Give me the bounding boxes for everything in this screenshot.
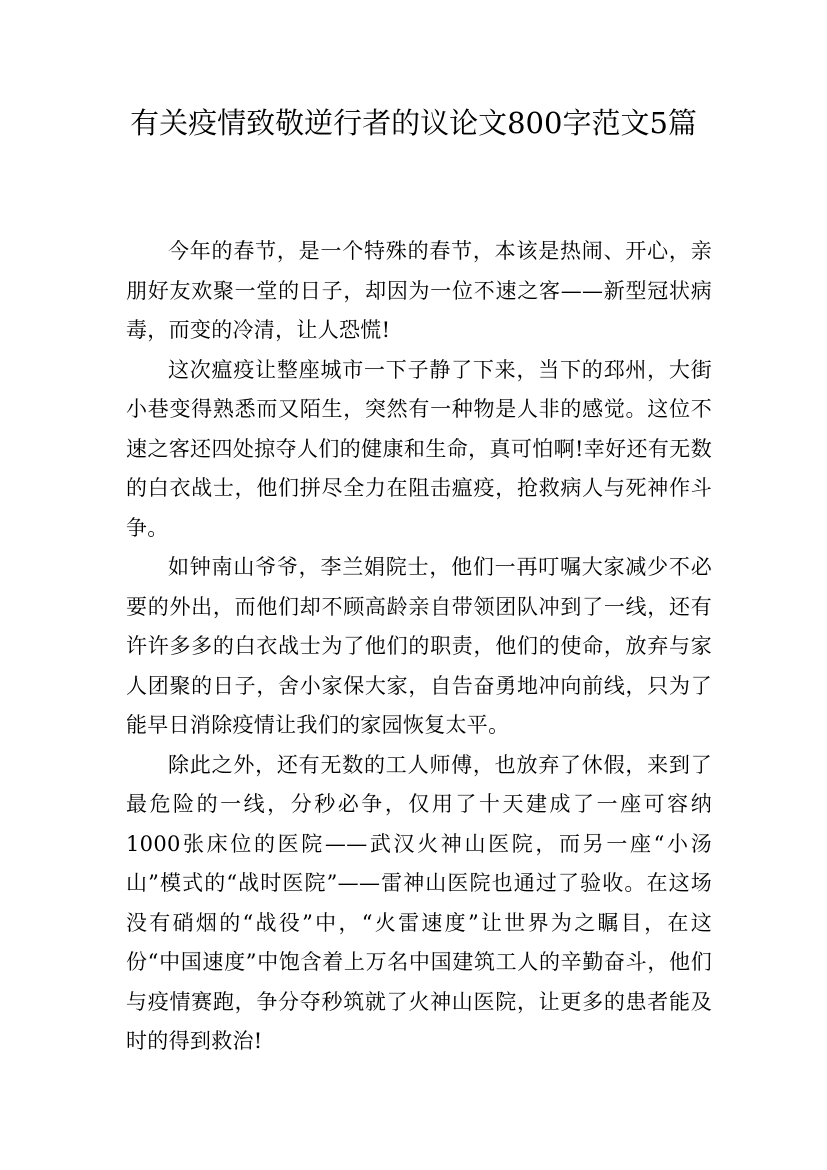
document-title: 有关疫情致敬逆行者的议论文800字范文5篇 [130,106,697,140]
paragraph-2: 这次瘟疫让整座城市一下子静了下来，当下的邳州，大街小巷变得熟悉而又陌生，突然有一种物是人非的感觉。这位不速之客还四处掠夺人们的健康和生命，真可怕啊!幸好还有无数的白衣战士，他们拼尽全力在阻击瘟疫，抢救病人与死神作斗争。 [126,357,712,540]
paragraph-4: 除此之外，还有无数的工人师傅，也放弃了休假，来到了最危险的一线，分秒必争，仅用了十天建成了一座可容纳1000张床位的医院——武汉火神山医院，而另一座“小汤山”模式的“战时医院”——雷神山医院也通过了验收。在这场没有硝烟的“战役”中，“火雷速度”让世界为之瞩目，在这份“中国速度”中饱含着上万名中国建筑工人的辛勤奋斗，他们与疫情赛跑，争分夺秒筑就了火神山医院，让更多的患者能及时的得到救治! [126,752,712,1053]
document-body [126,232,712,1062]
paragraph-3: 如钟南山爷爷，李兰娟院士，他们一再叮嘱大家减少不必要的外出，而他们却不顾高龄亲自带领团队冲到了一线，还有许许多多的白衣战士为了他们的职责，他们的使命，放弃与家人团聚的日子，舍小家保大家，自告奋勇地冲向前线，只为了能早日消除疫情让我们的家园恢复太平。 [126,555,712,737]
paragraph-1: 今年的春节，是一个特殊的春节，本该是热闹、开心，亲朋好友欢聚一堂的日子，却因为一位不速之客——新型冠状病毒，而变的冷清，让人恐慌! [126,239,712,342]
